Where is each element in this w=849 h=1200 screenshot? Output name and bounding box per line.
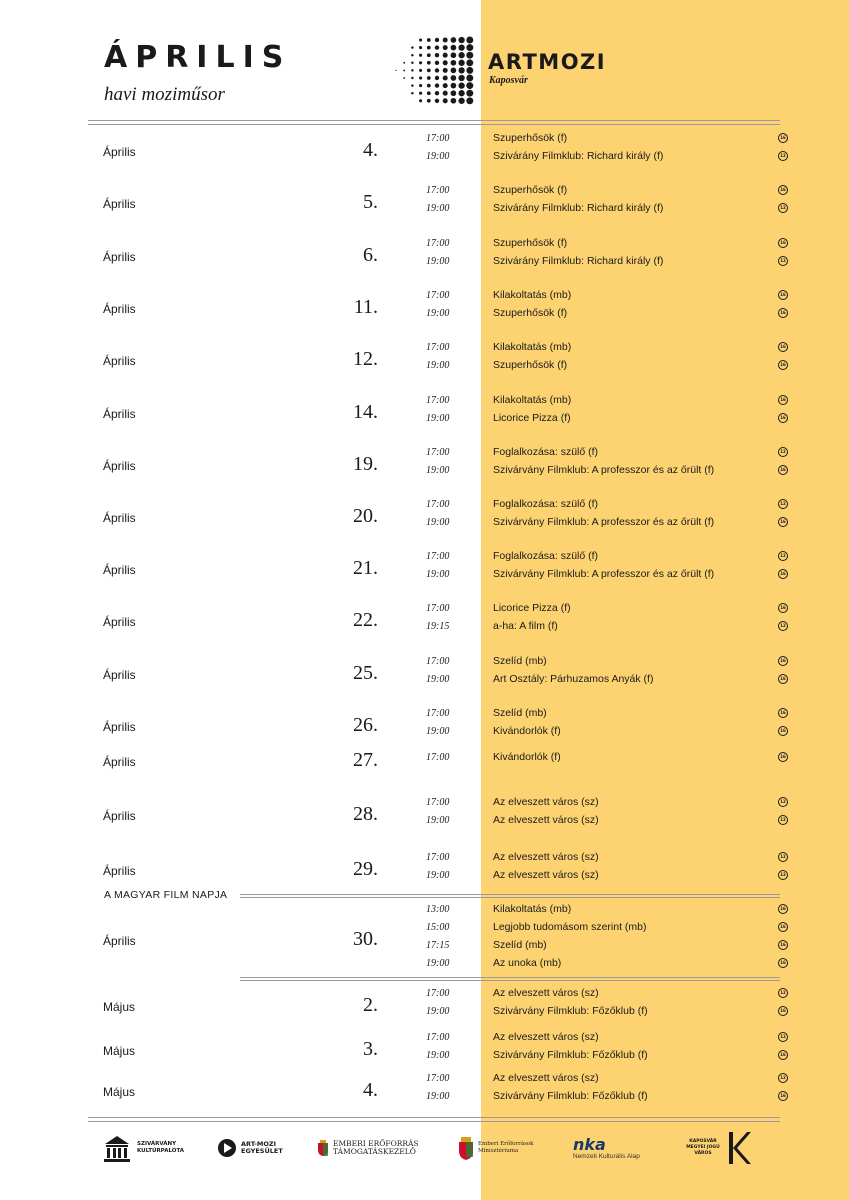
logo-dot: [466, 59, 473, 66]
logo-dot: [451, 68, 457, 74]
logo-dot: [458, 90, 464, 96]
film-title: Kilakoltatás (mb): [493, 394, 572, 406]
day-month: Május: [103, 1044, 136, 1058]
brand-name: ARTMOZI: [488, 50, 607, 74]
coat-of-arms-icon: [317, 1139, 329, 1157]
film-title: Szuperhősök (f): [493, 237, 568, 249]
logo-dot: [466, 52, 473, 59]
age-rating-icon: 12: [778, 256, 788, 266]
day-month: Április: [103, 511, 136, 525]
film-title: Szivárvány Filmklub: Főzőklub (f): [493, 1049, 648, 1061]
age-rating-icon: 16: [778, 708, 788, 718]
day-number: 4.: [363, 1079, 378, 1101]
logo-dot: [403, 77, 405, 79]
footer-logo-text: Emberi Erőforrások Minisztériuma: [478, 1141, 534, 1154]
film-title: Art Osztály: Párhuzamos Anyák (f): [493, 673, 654, 685]
building-icon: [102, 1133, 132, 1163]
day-number: 27.: [353, 749, 378, 771]
day-number: 22.: [353, 609, 378, 631]
day-number: 26.: [353, 714, 378, 736]
day-number: 20.: [353, 505, 378, 527]
age-rating-icon: 16: [778, 922, 788, 932]
day-number: 30.: [353, 928, 378, 950]
play-circle-icon: [217, 1138, 237, 1158]
age-rating-icon: 16: [778, 940, 788, 950]
film-title: Szivárány Filmklub: Richard király (f): [493, 255, 664, 267]
logo-dot: [435, 38, 439, 42]
film-title: Szivárány Filmklub: Richard király (f): [493, 202, 664, 214]
show-time: 17:00: [426, 708, 450, 719]
special-day-label: A MAGYAR FILM NAPJA: [104, 889, 228, 901]
age-rating-icon: 16: [778, 465, 788, 475]
logo-dot: [443, 45, 448, 50]
film-title: Szivárvány Filmklub: Főzőklub (f): [493, 1090, 648, 1102]
day-month: Május: [103, 1000, 136, 1014]
age-rating-icon: 12: [778, 551, 788, 561]
nka-mark: nka: [573, 1134, 606, 1154]
logo-dot: [419, 46, 422, 49]
show-time: 19:00: [426, 256, 450, 267]
logo-dot: [435, 53, 439, 57]
logo-dot: [427, 99, 431, 103]
show-time: 19:00: [426, 1091, 450, 1102]
footer-logo-text: ART-MOZI EGYESÜLET: [241, 1140, 283, 1155]
footer-logo-kaposvar: [683, 1128, 752, 1168]
film-title: Szelíd (mb): [493, 939, 547, 951]
film-title: Kilakoltatás (mb): [493, 289, 572, 301]
film-title: Szuperhősök (f): [493, 307, 568, 319]
logo-dot: [466, 75, 473, 82]
day-number: 2.: [363, 994, 378, 1016]
film-title: Kivándorlók (f): [493, 725, 561, 737]
footer-logo-emmi: [457, 1128, 550, 1168]
film-title: Szivárány Filmklub: Richard király (f): [493, 150, 664, 162]
header-divider: [88, 120, 780, 121]
age-rating-icon: 16: [778, 958, 788, 968]
logo-dot: [419, 92, 422, 95]
show-time: 19:00: [426, 569, 450, 580]
logo-dot: [466, 97, 473, 104]
logo-dot: [419, 84, 422, 87]
logo-dot: [427, 69, 431, 73]
yellow-background-panel: [481, 0, 849, 1200]
day-number: 28.: [353, 803, 378, 825]
logo-dot: [443, 60, 448, 65]
show-time: 19:00: [426, 870, 450, 881]
logo-dot: [411, 46, 413, 48]
footer-logo-art-mozi: [217, 1128, 293, 1168]
show-time: 19:00: [426, 958, 450, 969]
day-month: Április: [103, 563, 136, 577]
age-rating-icon: 12: [778, 870, 788, 880]
logo-dot: [419, 38, 422, 41]
logo-dot: [411, 54, 413, 56]
film-title: Az elveszett város (sz): [493, 869, 599, 881]
page-subtitle: havi moziműsor: [104, 84, 225, 105]
film-title: Szelíd (mb): [493, 655, 547, 667]
logo-dot: [395, 70, 396, 71]
logo-dot: [443, 83, 448, 88]
logo-dot: [458, 37, 464, 43]
film-title: Szivárvány Filmklub: A professzor és az őrült (f): [493, 516, 715, 528]
show-time: 19:00: [426, 151, 450, 162]
age-rating-icon: 16: [778, 904, 788, 914]
footer-logo-text: EMBERI ERŐFORRÁS TÁMOGATÁSKEZELŐ: [333, 1139, 419, 1156]
logo-dot: [419, 54, 422, 57]
show-time: 13:00: [426, 904, 450, 915]
day-month: Április: [103, 615, 136, 629]
show-time: 19:00: [426, 1006, 450, 1017]
show-time: 17:00: [426, 238, 450, 249]
show-time: 17:15: [426, 940, 450, 951]
logo-dot: [458, 44, 464, 50]
age-rating-icon: 16: [778, 308, 788, 318]
age-rating-icon: 12: [778, 988, 788, 998]
day-number: 12.: [353, 348, 378, 370]
day-number: 3.: [363, 1038, 378, 1060]
logo-dot: [411, 77, 413, 79]
film-title: Az elveszett város (sz): [493, 851, 599, 863]
logo-dot: [403, 62, 405, 64]
logo-dot: [411, 92, 413, 94]
show-time: 19:00: [426, 203, 450, 214]
show-time: 17:00: [426, 797, 450, 808]
logo-dot: [451, 45, 457, 51]
coat-of-arms-icon: [457, 1135, 475, 1161]
day-month: Április: [103, 302, 136, 316]
show-time: 17:00: [426, 1073, 450, 1084]
logo-dot: [458, 98, 464, 104]
logo-dot: [458, 67, 464, 73]
logo-dot: [435, 45, 439, 49]
film-title: Licorice Pizza (f): [493, 602, 571, 614]
logo-dot: [451, 98, 457, 104]
logo-dot: [443, 98, 448, 103]
kaposvar-k-logo-icon: [726, 1129, 752, 1167]
show-time: 19:00: [426, 815, 450, 826]
day-month: Május: [103, 1085, 136, 1099]
age-rating-icon: 12: [778, 203, 788, 213]
page-title: ÁPRILIS: [104, 40, 292, 75]
footer-logo-nka: [573, 1128, 640, 1168]
day-month: Április: [103, 197, 136, 211]
logo-dot: [411, 62, 413, 64]
logo-dot: [435, 61, 439, 65]
day-month: Április: [103, 459, 136, 473]
logo-dot: [435, 99, 439, 103]
show-time: 19:00: [426, 360, 450, 371]
footer-logo-kulturpalota: [102, 1128, 197, 1168]
logo-dot: [435, 83, 439, 87]
age-rating-icon: 16: [778, 133, 788, 143]
logo-dot: [451, 90, 457, 96]
footer-logo-eet: [317, 1128, 443, 1168]
brand-city: Kaposvár: [489, 75, 528, 86]
show-time: 17:00: [426, 752, 450, 763]
age-rating-icon: 16: [778, 569, 788, 579]
day-month: Április: [103, 755, 136, 769]
film-title: Foglalkozása: szülő (f): [493, 550, 599, 562]
age-rating-icon: 16: [778, 238, 788, 248]
footer-divider: [88, 1117, 780, 1118]
age-rating-icon: 12: [778, 797, 788, 807]
show-time: 19:00: [426, 1050, 450, 1061]
show-time: 19:15: [426, 621, 450, 632]
logo-dot: [419, 99, 422, 102]
logo-dot: [427, 61, 431, 65]
logo-dot: [427, 46, 431, 50]
day-number: 6.: [363, 244, 378, 266]
day-number: 14.: [353, 401, 378, 423]
day-month: Április: [103, 809, 136, 823]
day-month: Április: [103, 354, 136, 368]
logo-dot: [466, 37, 473, 44]
special-divider: [240, 977, 780, 978]
film-title: Licorice Pizza (f): [493, 412, 571, 424]
logo-dot: [403, 69, 405, 71]
age-rating-icon: 12: [778, 1032, 788, 1042]
logo-dot: [411, 69, 413, 71]
logo-dot: [458, 52, 464, 58]
day-number: 11.: [353, 296, 378, 318]
header-divider: [88, 124, 780, 125]
day-number: 4.: [363, 139, 378, 161]
logo-dot: [466, 44, 473, 51]
age-rating-icon: 16: [778, 517, 788, 527]
special-divider: [240, 894, 780, 895]
day-number: 21.: [353, 557, 378, 579]
day-number: 25.: [353, 662, 378, 684]
footer-logo-text: KAPOSVÁR MEGYEI JOGÚ VÁROS: [686, 1139, 720, 1156]
film-title: Az elveszett város (sz): [493, 814, 599, 826]
logo-dot: [427, 38, 431, 42]
logo-dot: [435, 76, 439, 80]
age-rating-icon: 16: [778, 290, 788, 300]
logo-dot: [435, 91, 439, 95]
footer-logos: [0, 1128, 849, 1168]
film-title: Foglalkozása: szülő (f): [493, 498, 599, 510]
day-number: 19.: [353, 453, 378, 475]
logo-dot: [427, 91, 431, 95]
show-time: 19:00: [426, 465, 450, 476]
show-time: 17:00: [426, 447, 450, 458]
age-rating-icon: 16: [778, 342, 788, 352]
film-title: Az unoka (mb): [493, 957, 562, 969]
show-time: 15:00: [426, 922, 450, 933]
film-title: Szuperhősök (f): [493, 359, 568, 371]
age-rating-icon: 12: [778, 447, 788, 457]
show-time: 17:00: [426, 603, 450, 614]
age-rating-icon: 16: [778, 752, 788, 762]
show-time: 19:00: [426, 308, 450, 319]
age-rating-icon: 12: [778, 815, 788, 825]
logo-dot: [443, 37, 448, 42]
logo-dot: [466, 67, 473, 74]
film-title: a-ha: A film (f): [493, 620, 558, 632]
special-divider: [240, 897, 780, 898]
show-time: 17:00: [426, 988, 450, 999]
special-divider: [240, 980, 780, 981]
film-title: Legjobb tudomásom szerint (mb): [493, 921, 647, 933]
day-month: Április: [103, 250, 136, 264]
age-rating-icon: 16: [778, 603, 788, 613]
age-rating-icon: 12: [778, 621, 788, 631]
age-rating-icon: 12: [778, 852, 788, 862]
logo-dot: [411, 84, 413, 86]
logo-dot: [466, 90, 473, 97]
day-number: 5.: [363, 191, 378, 213]
logo-dot: [451, 52, 457, 58]
logo-dot: [451, 75, 457, 81]
film-title: Kivándorlók (f): [493, 751, 561, 763]
film-title: Az elveszett város (sz): [493, 796, 599, 808]
age-rating-icon: 12: [778, 1073, 788, 1083]
day-month: Április: [103, 934, 136, 948]
day-month: Április: [103, 864, 136, 878]
age-rating-icon: 16: [778, 656, 788, 666]
show-time: 19:00: [426, 413, 450, 424]
logo-dot: [419, 61, 422, 64]
logo-dot: [427, 84, 431, 88]
show-time: 17:00: [426, 133, 450, 144]
show-time: 17:00: [426, 185, 450, 196]
film-title: Szelíd (mb): [493, 707, 547, 719]
film-title: Szuperhősök (f): [493, 184, 568, 196]
age-rating-icon: 12: [778, 499, 788, 509]
show-time: 19:00: [426, 517, 450, 528]
day-month: Április: [103, 720, 136, 734]
show-time: 17:00: [426, 656, 450, 667]
film-title: Szuperhősök (f): [493, 132, 568, 144]
show-time: 17:00: [426, 1032, 450, 1043]
film-title: Az elveszett város (sz): [493, 1072, 599, 1084]
film-title: Szivárvány Filmklub: A professzor és az őrült (f): [493, 464, 715, 476]
logo-dot: [458, 75, 464, 81]
film-title: Szivárvány Filmklub: A professzor és az őrült (f): [493, 568, 715, 580]
show-time: 17:00: [426, 499, 450, 510]
age-rating-icon: 16: [778, 185, 788, 195]
logo-dot: [451, 37, 457, 43]
logo-dot: [458, 60, 464, 66]
logo-dot: [443, 53, 448, 58]
age-rating-icon: 16: [778, 360, 788, 370]
show-time: 17:00: [426, 395, 450, 406]
age-rating-icon: 16: [778, 1091, 788, 1101]
age-rating-icon: 16: [778, 413, 788, 423]
logo-dot: [443, 68, 448, 73]
footer-logo-text: SZIVÁRVÁNY KULTÚRPALOTA: [137, 1141, 185, 1154]
logo-dot: [419, 69, 422, 72]
show-time: 17:00: [426, 290, 450, 301]
footer-logo-text: Nemzeti Kulturális Alap: [573, 1152, 640, 1160]
age-rating-icon: 12: [778, 151, 788, 161]
film-title: Szivárvány Filmklub: Főzőklub (f): [493, 1005, 648, 1017]
show-time: 19:00: [426, 674, 450, 685]
logo-dot: [466, 82, 473, 89]
day-month: Április: [103, 407, 136, 421]
film-title: Az elveszett város (sz): [493, 987, 599, 999]
logo-dot: [419, 76, 422, 79]
film-title: Kilakoltatás (mb): [493, 903, 572, 915]
artmozi-dots-logo-icon: [393, 36, 475, 106]
logo-dot: [443, 75, 448, 80]
show-time: 19:00: [426, 726, 450, 737]
logo-dot: [443, 91, 448, 96]
logo-dot: [458, 82, 464, 88]
day-number: 29.: [353, 858, 378, 880]
show-time: 17:00: [426, 852, 450, 863]
film-title: Kilakoltatás (mb): [493, 341, 572, 353]
show-time: 17:00: [426, 551, 450, 562]
logo-dot: [451, 60, 457, 66]
age-rating-icon: 16: [778, 726, 788, 736]
show-time: 17:00: [426, 342, 450, 353]
footer-divider: [88, 1121, 780, 1122]
age-rating-icon: 16: [778, 1050, 788, 1060]
day-month: Április: [103, 668, 136, 682]
logo-dot: [427, 53, 431, 57]
logo-dot: [427, 76, 431, 80]
logo-dot: [435, 68, 439, 72]
film-title: Foglalkozása: szülő (f): [493, 446, 599, 458]
age-rating-icon: 16: [778, 395, 788, 405]
logo-dot: [451, 83, 457, 89]
age-rating-icon: 16: [778, 674, 788, 684]
film-title: Az elveszett város (sz): [493, 1031, 599, 1043]
age-rating-icon: 16: [778, 1006, 788, 1016]
day-month: Április: [103, 145, 136, 159]
